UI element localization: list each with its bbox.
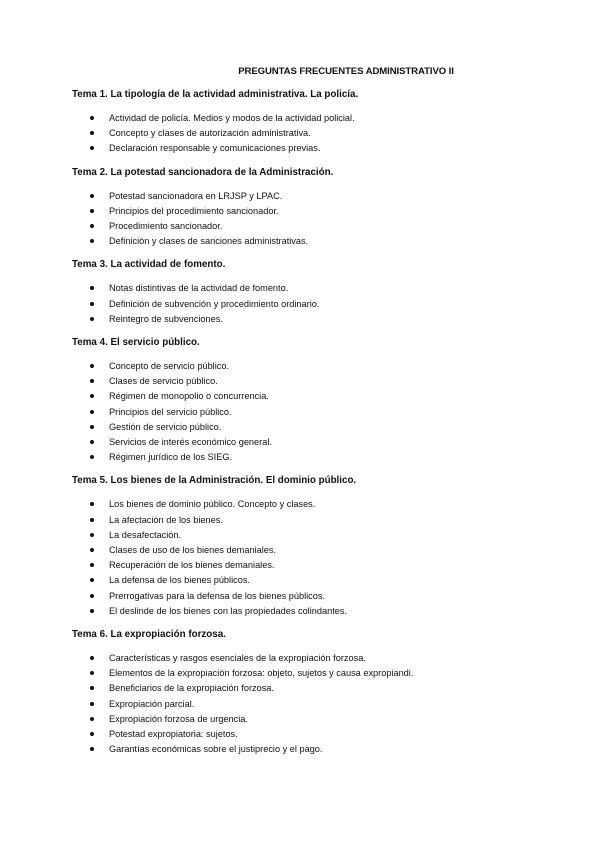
topic-list [72, 651, 560, 757]
bullet-icon [90, 594, 94, 598]
list-item-text: Potestad expropiatoria: sujetos. [109, 729, 238, 740]
section-heading: Tema 2. La potestad sancionadora de la Administración. [72, 166, 334, 178]
bullet-icon [90, 224, 94, 228]
bullet-icon [90, 702, 94, 706]
list-item [72, 573, 560, 588]
list-item-text: Principios del procedimiento sancionador. [109, 205, 279, 216]
list-item [72, 497, 560, 512]
list-item [72, 126, 560, 141]
list-item [72, 589, 560, 604]
topic-list [72, 281, 560, 327]
bullet-icon [90, 686, 94, 690]
section-tema-5 [72, 475, 560, 619]
section-heading: Tema 6. La expropiación forzosa. [72, 629, 226, 641]
list-item-text: Expropiación parcial. [109, 698, 195, 709]
list-item [72, 204, 560, 219]
list-item [72, 513, 560, 528]
list-item [72, 281, 560, 296]
list-item-text: Clases de uso de los bienes demaniales. [109, 545, 277, 556]
bullet-icon [90, 548, 94, 552]
bullet-icon [90, 656, 94, 660]
bullet-icon [90, 518, 94, 522]
list-item [72, 697, 560, 712]
list-item-text: Características y rasgos esenciales de la expropiación forzosa. [109, 653, 366, 664]
list-item [72, 558, 560, 573]
topic-list [72, 189, 560, 250]
list-item-text: Concepto y clases de autorización administrativa. [109, 128, 311, 139]
list-item [72, 111, 560, 126]
topic-list [72, 359, 560, 465]
list-item [72, 712, 560, 727]
bullet-icon [90, 286, 94, 290]
section-heading: Tema 5. Los bienes de la Administración. El dominio público. [72, 475, 357, 487]
list-item [72, 435, 560, 450]
topic-list [72, 111, 560, 157]
sections-container [72, 89, 560, 758]
bullet-icon [90, 239, 94, 243]
bullet-icon [90, 732, 94, 736]
list-item-text: Reintegro de subvenciones. [109, 313, 223, 324]
bullet-icon [90, 194, 94, 198]
list-item [72, 189, 560, 204]
bullet-icon [90, 455, 94, 459]
list-item [72, 742, 560, 757]
bullet-icon [90, 146, 94, 150]
bullet-icon [90, 440, 94, 444]
list-item-text: Régimen de monopolio o concurrencia. [109, 391, 269, 402]
list-item-text: Principios del servicio público. [109, 406, 232, 417]
list-item-text: Régimen jurídico de los SIEG. [109, 452, 233, 463]
list-item [72, 374, 560, 389]
list-item-text: Servicios de interés económico general. [109, 437, 272, 448]
list-item-text: La desafectación. [109, 529, 182, 540]
list-item [72, 666, 560, 681]
list-item-text: Definición de subvención y procedimiento ordinario. [109, 298, 320, 309]
section-tema-6 [72, 629, 560, 757]
list-item-text: Clases de servicio público. [109, 376, 218, 387]
section-tema-2 [72, 167, 560, 250]
bullet-icon [90, 410, 94, 414]
list-item-text: Gestión de servicio público. [109, 421, 222, 432]
bullet-icon [90, 131, 94, 135]
list-item-text: Actividad de policía. Medios y modos de la actividad policial. [109, 113, 355, 123]
list-item [72, 359, 560, 374]
section-tema-4 [72, 337, 560, 465]
bullet-icon [90, 717, 94, 721]
list-item-text: Recuperación de los bienes demaniales. [109, 560, 275, 571]
topic-list [72, 497, 560, 619]
section-heading: Tema 3. La actividad de fomento. [72, 259, 226, 271]
bullet-icon [90, 563, 94, 567]
list-item [72, 651, 560, 666]
bullet-icon [90, 425, 94, 429]
bullet-icon [90, 317, 94, 321]
bullet-icon [90, 671, 94, 675]
bullet-icon [90, 609, 94, 613]
bullet-icon [90, 116, 94, 120]
list-item [72, 312, 560, 327]
list-item [72, 420, 560, 435]
list-item [72, 528, 560, 543]
list-item-text: Potestad sancionadora en LRJSP y LPAC. [109, 190, 283, 201]
bullet-icon [90, 747, 94, 751]
bullet-icon [90, 578, 94, 582]
list-item-text: El deslinde de los bienes con las propiedades colindantes. [109, 605, 348, 616]
list-item [72, 681, 560, 696]
bullet-icon [90, 533, 94, 537]
list-item-text: Definición y clases de sanciones administrativas. [109, 236, 309, 247]
list-item-text: Beneficiarios de la expropiación forzosa. [109, 683, 274, 694]
list-item-text: La defensa de los bienes públicos. [109, 575, 250, 586]
document-title: PREGUNTAS FRECUENTES ADMINISTRATIVO II [238, 66, 454, 77]
list-item-text: Elementos de la expropiación forzosa: objeto, sujetos y causa expropiandi. [109, 668, 414, 679]
bullet-icon [90, 379, 94, 383]
list-item-text: Concepto de servicio público. [109, 361, 230, 372]
list-item [72, 234, 560, 249]
list-item-text: Declaración responsable y comunicaciones previas. [109, 143, 321, 154]
list-item [72, 450, 560, 465]
list-item [72, 389, 560, 404]
list-item-text: Prerrogativas para la defensa de los bienes públicos. [109, 590, 326, 601]
bullet-icon [90, 302, 94, 306]
bullet-icon [90, 364, 94, 368]
bullet-icon [90, 502, 94, 506]
section-heading: Tema 1. La tipología de la actividad administrativa. La policía. [72, 89, 359, 100]
list-item-text: Notas distintivas de la actividad de fomento. [109, 283, 289, 294]
list-item [72, 727, 560, 742]
list-item [72, 297, 560, 312]
bullet-icon [90, 394, 94, 398]
list-item-text: Garantías económicas sobre el justiprecio y el pago. [109, 744, 323, 755]
list-item [72, 219, 560, 234]
list-item-text: Los bienes de dominio público. Concepto y clases. [109, 499, 316, 510]
list-item-text: La afectación de los bienes. [109, 514, 223, 525]
section-tema-1 [72, 89, 560, 157]
list-item [72, 543, 560, 558]
list-item [72, 405, 560, 420]
section-heading: Tema 4. El servicio público. [72, 337, 200, 349]
list-item-text: Procedimiento sancionador. [109, 221, 223, 232]
list-item [72, 141, 560, 156]
bullet-icon [90, 209, 94, 213]
section-tema-3 [72, 259, 560, 327]
list-item [72, 604, 560, 619]
list-item-text: Expropiación forzosa de urgencia. [109, 713, 248, 724]
